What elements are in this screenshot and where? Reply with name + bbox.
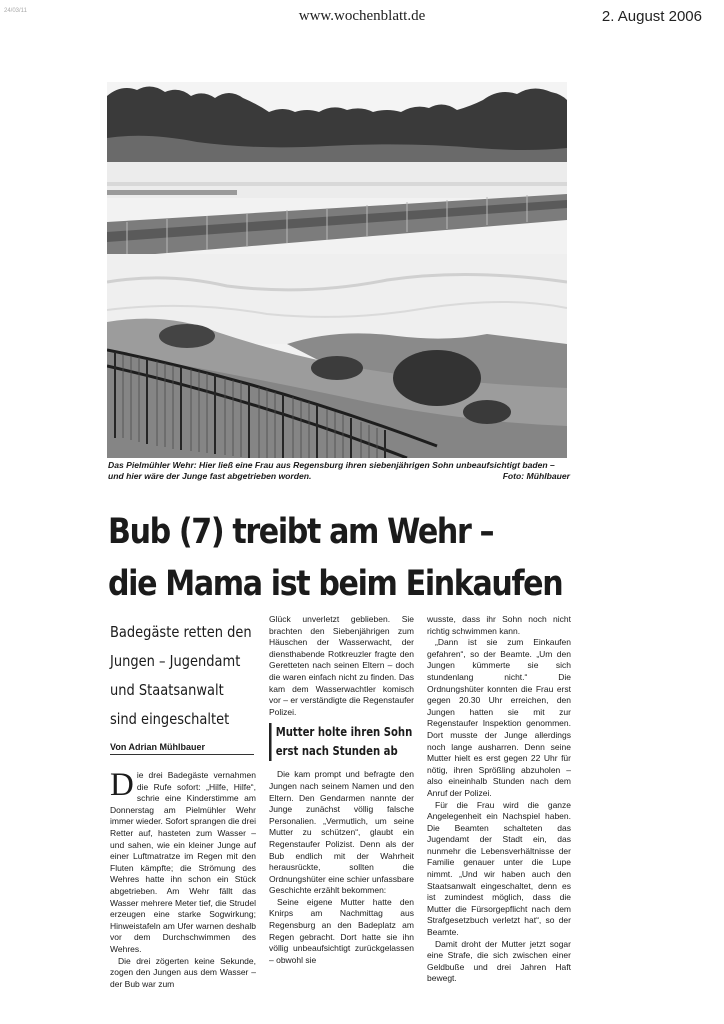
paragraph: Die kam prompt und befragte den Jungen nach seinem Namen und den Eltern. Den Gendarmen nannte der Junge zunächst völlig falsche Personalien. „Vermutlich, um seine Mutter zu schützen“, glaubt ein Regenstaufer Polizist. Denn als der Bub endlich mit der Wahrheit herausrückte, sollten die Ordnungshüter eine schier unfassbare Geschichte erzählt bekommen: bbox=[269, 769, 414, 896]
article-column-3 bbox=[427, 614, 571, 985]
interhead-line-2: erst nach Stunden ab bbox=[275, 744, 398, 759]
weir-photo-graphic bbox=[107, 82, 567, 458]
subhead-line-3: und Staatsanwalt bbox=[110, 681, 224, 699]
headline-line-1: Bub (7) treibt am Wehr – bbox=[108, 512, 494, 552]
paragraph: „Dann ist sie zum Einkaufen gefahren“, so der Beamte. „Um den Jungen kümmerte sie sich stundenlang nicht.“ Die Ordnungshüter konnten die Frau erst gegen 20.30 Uhr erreichen, den Jungen hatten sie mit zur Regenstaufer Inspektion genommen. Dort musste der Junge allerdings noch lange ausharren. Denn seine Mutter hielt es erst gegen 22 Uhr für nötig, ihren Sprößling abzuholen – also eineinhalb Stunden nach dem Anruf der Polizei. bbox=[427, 637, 571, 798]
publication-date: 2. August 2006 bbox=[601, 8, 702, 25]
article-photo bbox=[107, 82, 567, 458]
headline-line-2: die Mama ist beim Einkaufen bbox=[108, 564, 563, 604]
subhead-line-4: sind eingeschaltet bbox=[110, 710, 230, 728]
photo-caption bbox=[108, 460, 570, 482]
site-url[interactable]: www.wochenblatt.de bbox=[298, 8, 426, 24]
paragraph bbox=[110, 767, 256, 956]
paragraph-text: ie drei Badegäste vernahmen die Rufe sofort: „Hilfe, Hilfe“, schrie eine Kinderstimme am Donnerstag am Pielmühler Wehr immer wieder. Sofort sprangen die drei Retter auf, hasteten zum Wasser – und sahen, wie ein kleiner Junge auf einer Luftmatratze im Regen mit den Fluten kämpfte; die Strömung des Wehres hatte ihn schon ein Stück abgetrieben. Am Wehr fällt das Wasser mehrere Meter tief, die Strudel erzeugen eine starke Sogwirkung; Hinweistafeln am Ufer warnen deshalb vor dem Durchschwimmen des Wehres. bbox=[110, 770, 256, 954]
paragraph: Glück unverletzt geblieben. Sie brachten den Siebenjährigen zum Häuschen der Wasserwacht, der diensthabende Rotkreuzler fragte den Geretteten nach seinen Eltern – doch die waren einfach nicht zu finden. Das kam dem Wasserwachtler komisch vor – er verständigte die Regenstaufer Polizei. bbox=[269, 614, 414, 717]
paragraph: Damit droht der Mutter jetzt sogar eine Strafe, die sich zwischen einer Geldbuße und drei Jahren Haft bewegt. bbox=[427, 938, 571, 984]
archive-stamp: 24/03/11 bbox=[4, 8, 27, 14]
caption-text: Das Pielmühler Wehr: Hier ließ eine Frau aus Regensburg ihren siebenjährigen Sohn unbeaufsichtigt baden – und hier wäre der Junge fast abgetrieben worden. bbox=[108, 460, 555, 481]
paragraph: wusste, dass ihr Sohn noch nicht richtig schwimmen kann. bbox=[427, 614, 571, 636]
interhead-line-1: Mutter holte ihren Sohn bbox=[275, 725, 413, 740]
subhead-line-1: Badegäste retten den bbox=[110, 623, 252, 641]
paragraph: Seine eigene Mutter hatte den Knirps am Nachmittag aus Regensburg an den Badeplatz am Regen gebracht. Dort hatte sie ihn völlig unbeaufsichtigt zurückgelassen – obwohl sie bbox=[269, 896, 414, 965]
paragraph: Für die Frau wird die ganze Angelegenheit ein Nachspiel haben. Die Beamten schalteten das Jugendamt der Stadt ein, das nunmehr die Lebensverhältnisse der Familie genauer unter die Lupe nimmt. „Und wir haben auch den Staatsanwalt eingeschaltet, denn es ist zumindest möglich, dass die Mutter die Fürsorgepflicht nach dem Strafgesetzbuch verletzt hat“, so der Beamte. bbox=[427, 799, 571, 938]
paragraph: Die drei zögerten keine Sekunde, zogen den Jungen aus dem Wasser – der Bub war zum bbox=[110, 955, 256, 989]
author-byline: Von Adrian Mühlbauer bbox=[110, 742, 254, 755]
article-column-2 bbox=[269, 614, 414, 966]
intermediate-heading bbox=[269, 723, 413, 761]
article-subheadline bbox=[110, 618, 252, 734]
article-column-1 bbox=[110, 767, 256, 990]
drop-cap: D bbox=[110, 767, 134, 803]
photo-credit: Foto: Mühlbauer bbox=[502, 471, 570, 481]
subhead-line-2: Jungen – Jugendamt bbox=[110, 652, 241, 670]
article-headline bbox=[108, 506, 563, 610]
